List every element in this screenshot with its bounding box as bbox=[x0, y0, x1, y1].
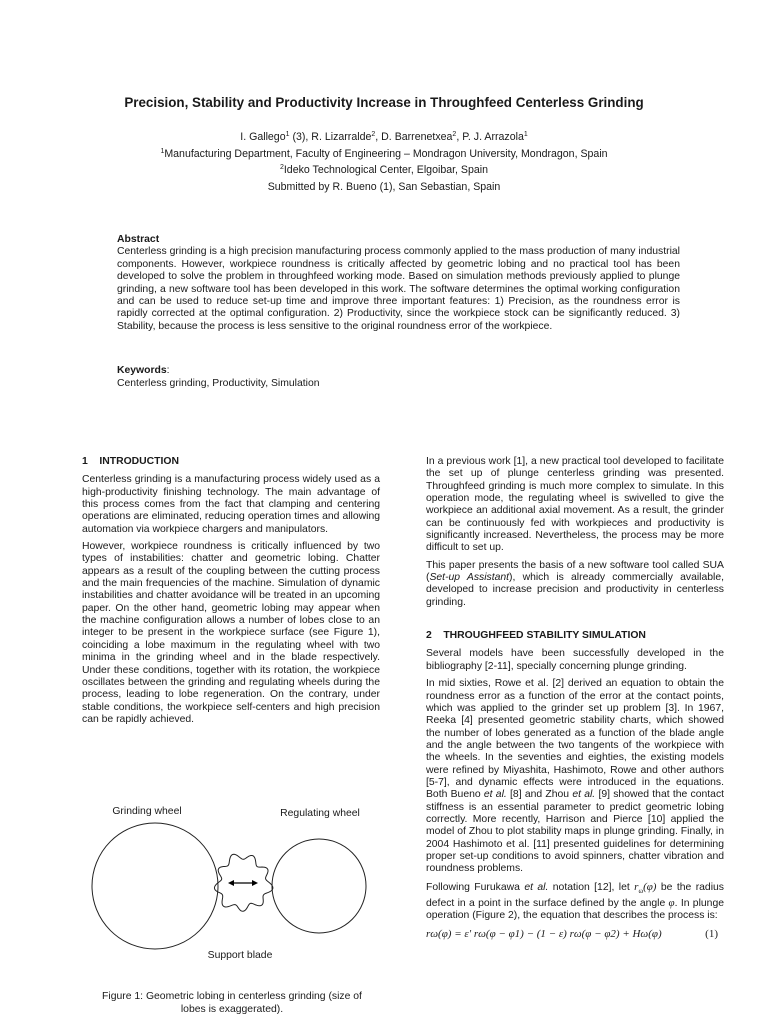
affiliation-2 bbox=[0, 164, 768, 176]
p5-text-d: . In plunge operation (Figure 2), the equation that describes the process is: bbox=[426, 898, 724, 922]
right-column bbox=[426, 456, 724, 944]
author-line bbox=[0, 131, 768, 143]
submitted-by: Submitted by R. Bueno (1), San Sebastian, Spain bbox=[267, 181, 501, 193]
right-paragraph-4 bbox=[426, 678, 724, 876]
p5-text-c: be the radius defect in a point in the surface defined by the angle bbox=[426, 881, 724, 910]
affiliation-1-marker: 1 bbox=[160, 148, 165, 155]
figure-caption-line-1: Figure 1: Geometric lobing in centerless grinding (size of bbox=[102, 991, 362, 1002]
arrow-left-head bbox=[228, 880, 234, 886]
abstract-text: Centerless grinding is a high precision manufacturing process commonly applied to the mass production of many industrial components. However, workpiece roundness is critically affected by geometric lobing and no practical tool has been developed to solve the problem in throughfeed working mode. Based on simulation methods previously applied to plunge grinding, a new software tool has been developed in this work. The software determines the optimal working configuration and can be used to reduce set-up time and improve three important features: 1) Precision, as the roundness error is rapidly corrected at the optimal configuration. 2) Productivity, since the workpiece stock can be significantly reduced. 3) Stability, because the process is less sensitive to the original roundness error of the workpiece. bbox=[117, 246, 680, 332]
affiliation-2-marker: 2 bbox=[279, 164, 284, 171]
intro-paragraph-2: However, workpiece roundness is critically influenced by two types of instabilities: chatter and geometric lobing. Chatter appears as a result of the coupling between the cutting process and the main frequencies of the machine. Simulation of dynamic instabilities and chatter avoidance will be treated in an upcoming paper. On the other hand, geometric lobing may appear when the machine configuration allows a number of lobes close to an integer to be present in the workpiece surface (see Figure 1), coinciding a lobe maximum in the regulating wheel with two minima in the grinding wheel and in the blade respectively. Under these conditions, together with its rotation, the workpiece oscillates between the grinding and regulating wheels during the process, leading to lobe regeneration. On the contrary, under stable conditions, the workpiece self-centers and high precision can be rapidly achieved. bbox=[82, 541, 380, 725]
author-1-affil: 1 bbox=[285, 131, 290, 138]
right-paragraph-1: In a previous work [1], a new practical tool developed to facilitate the set up of plunge centerless grinding was presented. Throughfeed grinding is much more complex to simulate. In this operation mode, the regulating wheel is swivelled to give the workpiece an additional axial movement. As a result, the grinder can be continuously fed with workpieces and productivity is significantly increased. Nevertheless, the process may be more difficult to set up. bbox=[426, 456, 724, 554]
abstract-block bbox=[117, 234, 680, 333]
grinding-wheel-circle bbox=[92, 823, 218, 949]
arrow-right-head bbox=[252, 880, 258, 886]
keywords-block bbox=[117, 364, 680, 390]
regulating-wheel-label: Regulating wheel bbox=[280, 808, 360, 819]
author-2-affil: 2 bbox=[371, 131, 376, 138]
left-column bbox=[82, 456, 380, 731]
equation-body: rω(φ) = ε′ rω(φ − φ1) − (1 − ε) rω(φ − φ2) + Hω(φ) bbox=[426, 927, 662, 940]
p5-symbol-phi: φ bbox=[668, 897, 675, 910]
p2-emphasis: Set-up Assistant bbox=[429, 572, 510, 584]
p5-text-a: Following Furukawa bbox=[426, 881, 525, 893]
p5-symbol-phi-arg: (φ) bbox=[643, 880, 657, 893]
p4-text-a: In mid sixties, Rowe et al. [2] derived an equation to obtain the roundness error as a function of the error at the contact points, which was applied to the grinder set up problem [3]. In 1967, Reeka [4] presented geometric stability charts, which showed the number of lobes generated as a function of the blade angle and the angle between the two tangents of the workpiece with the wheels. In the seventies and eighties, the existing models were refined by Miyashita, Hashimoto, Rowe and other authors [5-7], and dynamic effects were introduced in the equations. Both Bueno bbox=[426, 678, 724, 801]
support-blade-label: Support blade bbox=[207, 950, 273, 961]
author-1: I. Gallego bbox=[240, 131, 286, 143]
keywords-colon: : bbox=[166, 365, 170, 376]
affiliation-2-text: Ideko Technological Center, Elgoibar, Spain bbox=[283, 164, 489, 176]
p5-symbol-omega: ω bbox=[638, 886, 644, 895]
p4-text-c: [9] showed that the contact stiffness is an essential parameter to predict geometric lobing correctly. More recently, Harrison and Pierce [10] applied the model of Zhou to plot stability maps in plunge grinding. Finally, in 2004 Hashimoto et al. [11] presented guidelines for determining proper set-up conditions to avoid spinners, chatter vibration and roundness problems. bbox=[426, 789, 725, 875]
keywords-text: Centerless grinding, Productivity, Simulation bbox=[117, 378, 320, 389]
equation-number: (1) bbox=[705, 927, 718, 940]
lobing-diagram bbox=[82, 798, 382, 1028]
p5-symbol-r: r bbox=[634, 880, 639, 893]
right-paragraph-5 bbox=[426, 881, 724, 923]
section-1-heading: 1 INTRODUCTION bbox=[82, 456, 179, 467]
grinding-wheel-label: Grinding wheel bbox=[112, 806, 182, 817]
p4-text-b: [8] and Zhou bbox=[506, 789, 573, 801]
p2-text-a: This paper presents the basis of a new software tool called SUA ( bbox=[426, 559, 724, 584]
author-3-affil: 2 bbox=[452, 131, 457, 138]
keywords-heading: Keywords bbox=[117, 365, 167, 376]
affiliation-1 bbox=[0, 148, 768, 160]
figure-1 bbox=[82, 798, 382, 1028]
paper-title: Precision, Stability and Productivity Increase in Throughfeed Centerless Grinding bbox=[124, 95, 644, 110]
p5-text-b: notation [12], let bbox=[548, 881, 635, 893]
equation-1 bbox=[426, 928, 724, 944]
affiliation-1-text: Manufacturing Department, Faculty of Engineering – Mondragon University, Mondragon, Spain bbox=[164, 148, 608, 160]
author-2: (3), R. Lizarralde bbox=[289, 131, 372, 143]
abstract-heading: Abstract bbox=[117, 234, 160, 245]
p4-emphasis-1: et al. bbox=[483, 789, 507, 801]
regulating-wheel-circle bbox=[272, 839, 366, 933]
p2-text-b: ), which is already commercially available, developed to increase precision and productivity in centerless grinding. bbox=[426, 572, 724, 608]
author-4: , P. J. Arrazola bbox=[456, 131, 524, 143]
right-paragraph-2 bbox=[426, 560, 724, 609]
figure-caption-line-2: lobes is exaggerated). bbox=[180, 1004, 284, 1015]
author-4-affil: 1 bbox=[523, 131, 528, 138]
author-3: , D. Barrenetxea bbox=[375, 131, 453, 143]
right-paragraph-3: Several models have been successfully developed in the bibliography [2-11], specially concerning plunge grinding. bbox=[426, 648, 724, 672]
p4-emphasis-2: et al. bbox=[572, 789, 596, 801]
intro-paragraph-1: Centerless grinding is a manufacturing process widely used as a high-productivity finishing technology. The main advantage of this process comes from the fact that clamping and centering operations are eliminated, reducing operation times and allowing automation via workpiece chargers and manipulators. bbox=[82, 474, 380, 535]
section-2-heading: 2 THROUGHFEED STABILITY SIMULATION bbox=[426, 630, 646, 642]
p5-emphasis: et al. bbox=[524, 881, 549, 893]
